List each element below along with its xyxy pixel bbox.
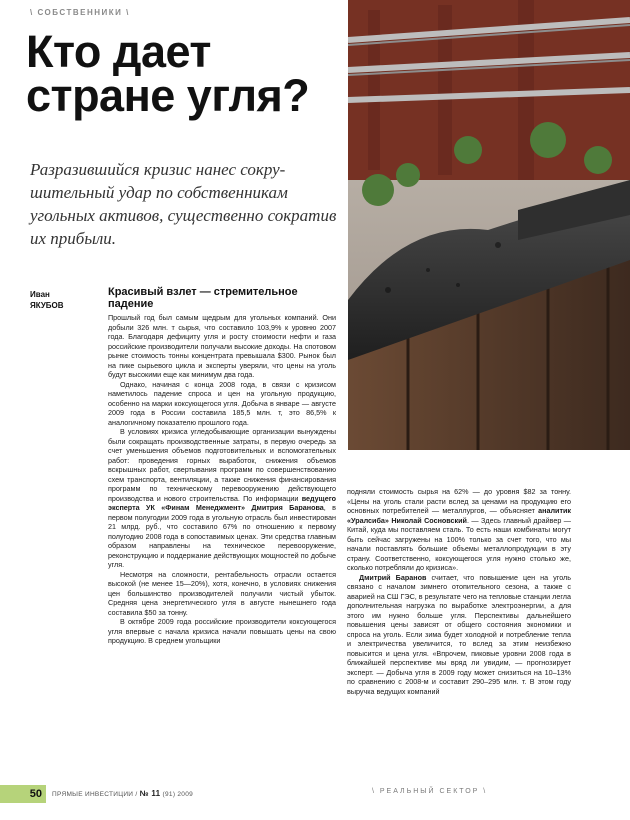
paragraph-text: В условиях кризиса угледобывающие организации вынуждены были сокращать производственные затраты, в первую очередь за счет уменьшения объемов подготовительных и вспомогательных работ: проведения горных выработок, снижения объемов вскрышных работ, свертывания программ по совершенствованию схем транспорта, вентиляции, а также снижения финансирования программ по техническому перевооружению действующего производства и нового строительства. По информации <box>108 427 336 503</box>
article-subhead: Красивый взлет — стремительное падение <box>108 286 298 310</box>
title-line-2: стране угля? <box>26 70 310 121</box>
article-title <box>26 26 356 121</box>
section-footer-label: \ РЕАЛЬНЫЙ СЕКТОР \ <box>372 788 488 795</box>
paragraph-text: . — Здесь главный драйвер — Китай, куда мы поставляем сталь. То есть наши комбинаты могут быть сейчас загружены на 100% только за счет того, что мы начали поставлять большие объемы металлопродукции в эту страну. Соответственно, коксующегося угля нужно столько же, сколько потребляли до кризиса». <box>347 515 571 572</box>
paragraph-text: , в первом полугодии 2009 года в угольную отрасль был инвестирован 21 млрд. руб., что составило 67% по отношению к первому полугодию 2008 года в сопоставимых ценах. Эти средства главным образом направлены на техническое перевооружение, реконструкцию и поддержание действующих мощностей по добыче угля. <box>108 503 337 569</box>
issue-year: (91) 2009 <box>160 791 194 798</box>
text-column-1 <box>108 313 336 646</box>
paragraph: Прошлый год был самым щедрым для угольных компаний. Они добыли 326 млн. т сырья, что составило 103,9% к уровню 2007 года. Благодаря дефициту угля и росту стоимости нефти и газа российские производители получали высокие доходы. На спотовом рынке стоимость тонны концентрата превышала $300. Рынок был на пике сырьевого цикла и эксперты уверяли, что цены на уголь будут высокими еще как минимум два года. <box>108 313 336 379</box>
author-byline <box>30 289 90 311</box>
magazine-name <box>52 789 193 798</box>
coal-train-photo <box>348 0 630 450</box>
expert-name: ведущего эксперта УК «Финам Менеджмент» Дмитрия Баранова <box>108 493 337 512</box>
text-column-2 <box>347 487 571 696</box>
expert-name: Дмитрий Баранов <box>359 572 427 582</box>
author-first-name: Иван <box>30 290 50 299</box>
paragraph-text: подняли стоимость сырья на 62% — до уровня $82 за тонну. «Цены на уголь стали расти вслед за ценами на продукцию его основных потребителей — металлургов, — объясняет <box>347 487 571 515</box>
paragraph: В октябре 2009 года российские производители коксующегося угля впервые с начала кризиса начали повышать цены на свою продукцию. В среднем угольщики <box>108 617 336 645</box>
paragraph <box>347 487 571 573</box>
paragraph: Несмотря на сложности, рентабельность отрасли остается высокой (не менее 15—20%), хотя, конечно, в условиях снижения цен большинство производителей получили чистый убыток. Средняя цена энергетического угля в августе нынешнего года составила $50 за тонну. <box>108 569 336 617</box>
paragraph-text: считает, что повышение цен на уголь связано с началом зимнего отопительного сезона, а также с аварией на СШ ГЭС, в результате чего на тепловые станции легла дополнительная нагрузка по выработке электроэнергии, а для этого им нужно больше угля. Перспективы дальнейшего повышения цены зависят от общего состояния экономики и спроса на уголь. Если зима будет холодной и потребление тепла и электричества увеличится, то вслед за этим неизбежно повысится и цена угля. «Впрочем, пиковые уровни 2008 года в ближайшей перспективе мы вряд ли увидим, — прогнозирует эксперт. — Добыча угля в 2009 году может снизиться на 10–13% по сравнению с 2008-м и составит 290–295 млн. т. В этом году выручка ведущих компаний <box>347 572 571 696</box>
paragraph <box>347 573 571 697</box>
coal-train-illustration <box>348 0 630 450</box>
author-last-name: ЯКУБОВ <box>30 301 64 310</box>
section-rubric: \ СОБСТВЕННИКИ \ <box>30 8 130 17</box>
article-lead: Разразившийся кризис нанес сокру-шительный удар по собственникам угольных активов, существенно сократив их прибыли. <box>30 160 337 248</box>
issue-number: № 11 <box>139 789 161 798</box>
title-line-1: Кто дает <box>26 26 211 77</box>
magazine-title: ПРЯМЫЕ ИНВЕСТИЦИИ / <box>52 791 140 798</box>
paragraph: Однако, начиная с конца 2008 года, в связи с кризисом наметилось падение спроса и цен на угольную продукцию, особенно на марки коксующегося угля. Добыча в январе — августе 2009 года в России составила 185,5 млн. т, это 86,5% к аналогичному показателю прошлого года. <box>108 379 336 427</box>
paragraph <box>108 427 336 570</box>
analyst-name: аналитик «Уралсиба» Николай Сосновский <box>347 506 571 525</box>
page-number: 50 <box>0 785 46 803</box>
